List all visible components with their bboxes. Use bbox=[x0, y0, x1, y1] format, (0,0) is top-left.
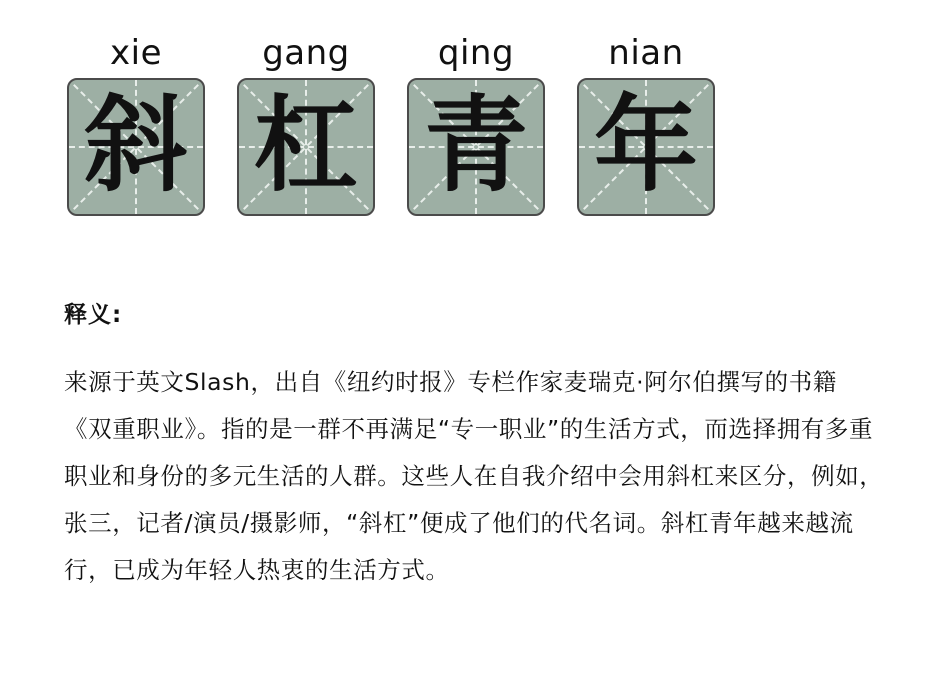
character-cell-1 bbox=[62, 26, 210, 216]
pinyin-label-4: nian bbox=[608, 32, 684, 73]
character-cell-4 bbox=[572, 26, 720, 216]
definition-text: 来源于英文Slash，出自《纽约时报》专栏作家麦瑞克·阿尔伯撰写的书籍《双重职业》。指的是一群不再满足“专一职业”的生活方式，而选择拥有多重职业和身份的多元生活的人群。这些人在自我介绍中会用斜杠来区分，例如，张三，记者/演员/摄影师，“斜杠”便成了他们的代名词。斜杠青年越来越流行，已成为年轻人热衷的生活方式。 bbox=[64, 368, 884, 584]
pinyin-label-3: qing bbox=[437, 32, 515, 73]
pinyin-label-1: xie bbox=[110, 32, 162, 73]
hanzi-character-1: 斜 bbox=[83, 83, 188, 206]
hanzi-character-2: 杠 bbox=[253, 83, 358, 206]
character-cards-row bbox=[62, 26, 720, 216]
character-cell-2 bbox=[232, 26, 380, 216]
hanzi-character-4: 年 bbox=[593, 83, 698, 206]
tianzige-box-3 bbox=[407, 78, 545, 216]
tianzige-box-4 bbox=[577, 78, 715, 216]
tianzige-box-1 bbox=[67, 78, 205, 216]
hanzi-character-3: 青 bbox=[423, 83, 528, 206]
character-cell-3 bbox=[402, 26, 550, 216]
tianzige-box-2 bbox=[237, 78, 375, 216]
pinyin-label-2: gang bbox=[262, 32, 350, 73]
definition-title: 释义: bbox=[64, 302, 123, 328]
definition-section bbox=[64, 296, 884, 594]
